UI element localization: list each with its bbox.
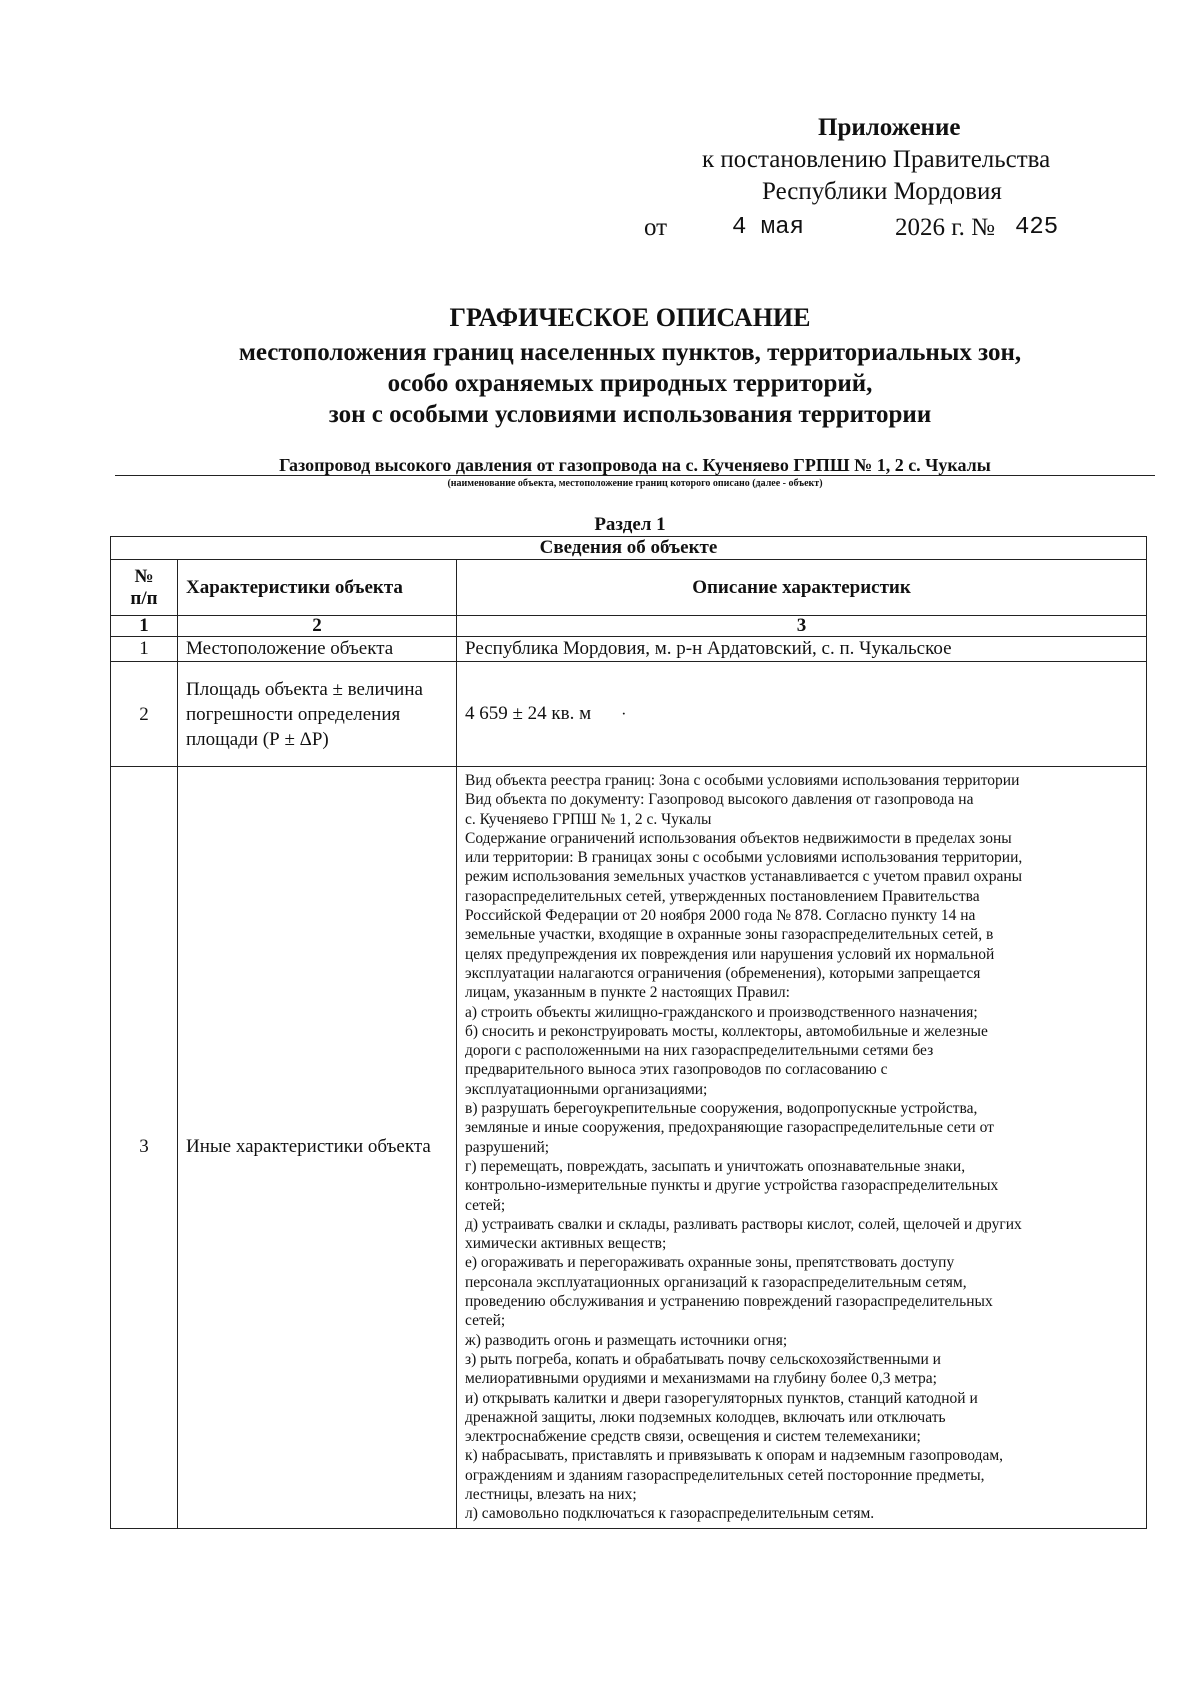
description-line: л) самовольно подключаться к газораспределительным сетям. xyxy=(465,1505,875,1523)
table-header-row xyxy=(111,560,1147,616)
appendix-date-line xyxy=(640,208,1100,244)
appendix-title: Приложение xyxy=(818,114,961,141)
description-line: е) огораживать и перегораживать охранные зоны, препятствовать доступу xyxy=(465,1254,955,1272)
table-row xyxy=(111,767,1147,1529)
description-line: режим использования земельных участков устанавливается с учетом правил охраны xyxy=(465,868,1023,886)
description-line: ж) разводить огонь и размещать источники огня; xyxy=(465,1331,788,1349)
description-line: газораспределительных сетей, утвержденных постановлением Правительства xyxy=(465,887,980,905)
description-line: контрольно-измерительные пункты и другие устройства газораспределительных xyxy=(465,1177,999,1195)
heading-main: ГРАФИЧЕСКОЕ ОПИСАНИЕ xyxy=(449,303,811,332)
description-line: г) перемещать, повреждать, засыпать и уничтожать опознавательные знаки, xyxy=(465,1157,966,1175)
description-line: с. Кученяево ГРПШ № 1, 2 с. Чукалы xyxy=(465,810,712,828)
object-name: Газопровод высокого давления от газопровода на с. Кученяево ГРПШ № 1, 2 с. Чукалы xyxy=(279,455,991,475)
date-day-month: 4 мая xyxy=(732,214,805,241)
document-heading xyxy=(110,302,1150,430)
header-characteristics: Характеристики объекта xyxy=(178,560,457,616)
appendix-line-2: Республики Мордовия xyxy=(762,178,1002,205)
description-line: эксплуатации налагаются ограничения (обременения), которыми запрещается xyxy=(465,964,981,982)
row-number: 3 xyxy=(111,767,178,1529)
row-number: 2 xyxy=(111,662,178,767)
description-line: в) разрушать берегоукрепительные сооружения, водопропускные устройства, xyxy=(465,1100,978,1118)
description-line: д) устраивать свалки и склады, разливать растворы кислот, солей, щелочей и других xyxy=(465,1215,1022,1233)
date-prefix: от xyxy=(644,214,668,241)
object-name-underline xyxy=(115,475,1155,476)
description-line: сетей; xyxy=(465,1196,506,1214)
description-line: земляные и иные сооружения, предохраняющие газораспределительные сети от xyxy=(465,1119,994,1137)
description-line: б) сносить и реконструировать мосты, коллекторы, автомобильные и железные xyxy=(465,1022,988,1040)
description-line: Вид объекта по документу: Газопровод высокого давления от газопровода на xyxy=(465,791,974,809)
description-line: лицам, указанным в пункте 2 настоящих Правил: xyxy=(465,984,790,1002)
row-characteristic: Местоположение объекта xyxy=(178,637,457,662)
description-line: проведению обслуживания и устранению повреждений газораспределительных xyxy=(465,1293,993,1311)
description-line: Вид объекта реестра границ: Зона с особыми условиями использования территории xyxy=(465,772,1020,789)
description-line: мелиоративными орудиями и механизмами на глубину более 0,3 метра; xyxy=(465,1370,937,1388)
column-number-1: 1 xyxy=(111,616,178,637)
description-line: сетей; xyxy=(465,1312,506,1330)
resolution-number: 425 xyxy=(1015,214,1059,241)
area-value: 4 659 ± 24 кв. м xyxy=(465,703,592,724)
table-caption-row xyxy=(111,537,1147,560)
description-line: химически активных веществ; xyxy=(465,1235,667,1253)
header-num xyxy=(111,560,178,616)
row-description: 4 659 ± 24 кв. м · xyxy=(457,662,1147,767)
description-line: земельные участки, входящие в охранные зоны газораспределительных сетей, в xyxy=(465,926,994,944)
row-description-lines xyxy=(457,767,1147,1529)
table-row xyxy=(111,637,1147,662)
description-line: а) строить объекты жилищно-гражданского и производственного назначения; xyxy=(465,1003,978,1021)
column-number-row xyxy=(111,616,1147,637)
row-description: Республика Мордовия, м. р-н Ардатовский, с. п. Чукальское xyxy=(457,637,1147,662)
description-line: предварительного выноса этих газопроводов по согласованию с xyxy=(465,1061,888,1079)
description-line: электроснабжение средств связи, освещения и систем телемеханики; xyxy=(465,1428,921,1446)
description-line: лестницы, влезать на них; xyxy=(465,1485,637,1503)
header-description: Описание характеристик xyxy=(457,560,1147,616)
description-line: целях предупреждения их повреждения или нарушения условий их нормальной xyxy=(465,945,995,963)
description-line: разрушений; xyxy=(465,1138,550,1156)
description-line: з) рыть погреба, копать и обрабатывать почву сельскохозяйственными и xyxy=(465,1350,941,1368)
heading-line-2: особо охраняемых природных территорий, xyxy=(387,370,873,397)
row-characteristic: Площадь объекта ± величина погрешности определения площади (Р ± ΔР) xyxy=(178,662,457,767)
appendix-line-1: к постановлению Правительства xyxy=(702,146,1051,173)
row-characteristic: Иные характеристики объекта xyxy=(178,767,457,1529)
description-line: ограждениям и зданиям газораспределительных сетей посторонние предметы, xyxy=(465,1466,985,1484)
row-number: 1 xyxy=(111,637,178,662)
description-line: или территории: В границах зоны с особыми условиями использования территории, xyxy=(465,849,1023,867)
description-line: дренажной защиты, люки подземных колодцев, включать или отключать xyxy=(465,1408,946,1426)
column-number-2: 2 xyxy=(178,616,457,637)
description-line: и) открывать калитки и двери газорегуляторных пунктов, станций катодной и xyxy=(465,1389,978,1407)
description-line: персонала эксплуатационных организаций к газораспределительным сетям, xyxy=(465,1273,967,1291)
table-caption: Сведения об объекте xyxy=(111,537,1147,560)
object-name-note: (наименование объекта, местоположение границ которого описано (далее - объект) xyxy=(447,478,823,489)
description-line: дороги с расположенными на них газораспределительными сетями без xyxy=(465,1042,934,1060)
object-info-table xyxy=(110,536,1147,1529)
table-row xyxy=(111,662,1147,767)
date-year-number-label: 2026 г. № xyxy=(895,214,996,241)
column-number-3: 3 xyxy=(457,616,1147,637)
heading-line-1: местоположения границ населенных пунктов, территориальных зон, xyxy=(238,339,1022,366)
heading-line-3: зон с особыми условиями использования территории xyxy=(328,401,932,428)
appendix-header xyxy=(640,112,1100,244)
description-line: к) набрасывать, приставлять и привязывать к опорам и надземным газопроводам, xyxy=(465,1447,1004,1465)
description-line: Российской Федерации от 20 ноября 2000 года № 878. Согласно пункту 14 на xyxy=(465,907,976,925)
section-title: Раздел 1 xyxy=(594,514,666,535)
description-line: эксплуатационными организациями; xyxy=(465,1080,708,1098)
description-line: Содержание ограничений использования объектов недвижимости в пределах зоны xyxy=(465,829,1012,847)
header-num-label: № п/п xyxy=(130,565,158,609)
